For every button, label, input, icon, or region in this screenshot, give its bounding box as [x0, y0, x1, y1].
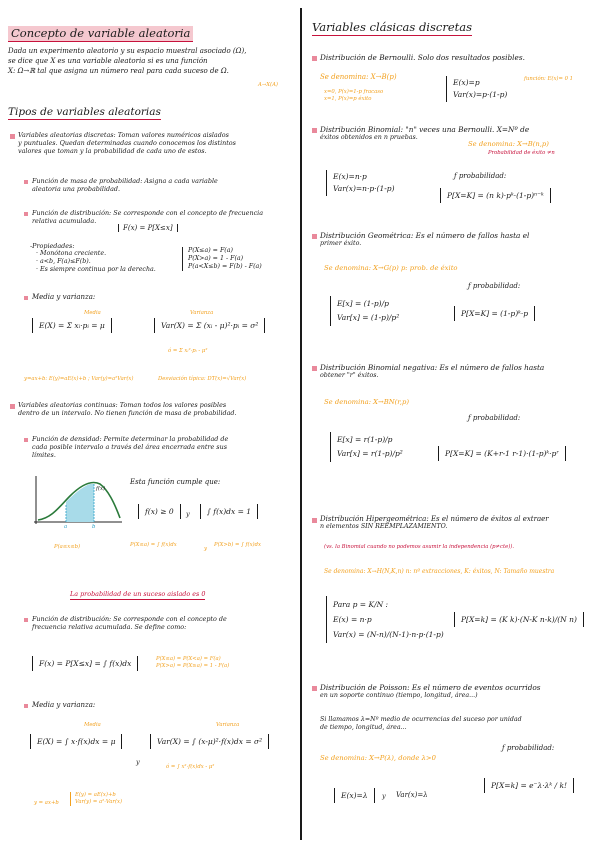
geometric-title-1: Distribución Geométrica: Es el número de fallos hasta el: [320, 231, 530, 240]
poisson-title-2: en un soporte continuo (tiempo, longitud, área...): [320, 692, 478, 699]
bullet-continuous: [10, 404, 15, 409]
std-note: Desviación típica: DT(x)=√Var(x): [158, 376, 247, 382]
a-label: a: [64, 524, 68, 530]
dist-formula: F(x) = P[X≤x]: [118, 224, 178, 232]
bernoulli-notation: Se denomina: X→B(p): [320, 73, 397, 81]
binomial-prob-label: ƒ probabilidad:: [454, 172, 507, 180]
poisson-lambda-2: de tiempo, longitud, área...: [320, 724, 407, 731]
function-conditions-title: Esta función cumple que:: [130, 478, 221, 486]
cont-var-alt: ó = ∫ x²·f(x)dx - μ²: [166, 764, 215, 770]
media-var-title: Media y varianza:: [32, 293, 96, 301]
hypergeometric-mean: E(x) = n·p: [333, 615, 372, 624]
bernoulli-val-1: x=1, P(x)=p éxito: [324, 96, 372, 102]
cdist-line-1: Función de distribución: Se corresponde con el concepto de: [32, 615, 227, 623]
binomial-title-1: Distribución Binomial: "n" veces una Bernoulli. X=Nº de: [320, 125, 530, 134]
dens-line-1: Función de densidad: Permite determinar la probabilidad de: [32, 435, 229, 443]
negbinomial-prob: P[X=K] = (K+r-1 r-1)·(1-p)ᵏ·pʳ: [438, 446, 566, 461]
binomial-notation: Se denomina: X→B(n,p): [468, 140, 549, 148]
def-note: A→X(A): [258, 82, 278, 88]
classic-discrete-title: [312, 20, 472, 34]
negbinomial-var: Var[x] = r(1-p)/p²: [337, 449, 403, 458]
bernoulli-mean: E(x)=p: [453, 78, 480, 87]
condition-nonneg: f(x) ≥ 0: [138, 504, 181, 519]
hypergeometric-title-1: Distribución Hipergeométrica: Es el número de éxitos al extraer: [320, 515, 549, 523]
props-box-2: P(X>a) = 1 - F(a): [188, 255, 244, 262]
var-formula: Var(X) = Σ (xᵢ - μ)²·pᵢ = σ²: [154, 318, 265, 333]
negbinomial-title: [320, 363, 544, 380]
left-column: [0, 0, 298, 848]
props-title: -Propiedades:: [30, 242, 75, 250]
cont-media-label: Media: [84, 722, 101, 728]
bullet-distribution: [24, 212, 28, 216]
binomial-box: [326, 170, 401, 196]
bullet-bernoulli: [312, 56, 317, 61]
prop-3: · Es siempre continua por la derecha.: [36, 266, 156, 273]
linear-note: y=ax+b: E(y)=aE(x)+b ; Var(y)=a²Var(x): [24, 376, 134, 382]
negbinomial-notation: Se denomina: X→BN(r,p): [324, 398, 409, 406]
cont-linear-prefix: y = ax+b: [34, 800, 59, 806]
poisson-lambda: [320, 716, 522, 732]
density-text: [32, 435, 228, 459]
properties-box: [182, 247, 262, 271]
concept-title-text: Concepto de variable aleatoria: [8, 26, 193, 42]
geometric-prob-label: ƒ probabilidad:: [468, 282, 521, 290]
def-line-3: X: Ω→ℝ tal que asigna un número real para cada suceso de Ω.: [8, 67, 229, 75]
bullet-geometric: [312, 234, 317, 239]
poisson-mean: E(x)=λ: [334, 788, 375, 803]
bullet-cont-dist: [24, 618, 28, 622]
dist-line-2: relativa acumulada.: [32, 217, 97, 225]
disc-line-3: valores que toman y la probabilidad de cada uno de estos.: [18, 147, 207, 155]
cont-media-var-title: Media y varianza:: [32, 701, 96, 709]
condition-integral: ∫ f(x)dx = 1: [200, 504, 258, 519]
p-x-le-a: P(X≤a) = ∫ f(x)dx: [130, 542, 177, 548]
hypergeometric-p: Para p = K/N :: [333, 600, 389, 609]
types-title: [8, 106, 161, 118]
hypergeometric-prob: P[X=k] = (K k)·(N-K n-k)/(N n): [454, 612, 584, 627]
bullet-binomial: [312, 128, 317, 133]
cont-var-label: Varianza: [216, 722, 240, 728]
hypergeometric-note: (vs. la Binomial cuando no podemos asumir la independencia (p≠cte)).: [324, 544, 515, 550]
binomial-mean: E(x)=n·p: [333, 172, 367, 181]
geometric-title: [320, 231, 529, 248]
cont-linear-mean: E(y) = aE(x)+b: [75, 792, 116, 798]
def-line-1: Dada un experimento aleatorio y su espacio muestral asociado (Ω),: [8, 47, 247, 55]
geometric-title-2: primer éxito.: [320, 240, 362, 247]
negbinomial-title-2: obtener "r" éxitos.: [320, 372, 379, 379]
poisson-prob-label: ƒ probabilidad:: [502, 744, 555, 752]
poisson-title-1: Distribución de Poisson: Es el número de eventos ocurridos: [320, 683, 541, 692]
disc-line-2: y puntuales. Quedan determinadas cuando conocemos los distintos: [18, 139, 236, 147]
cdist-prop-2: P(X>a) = P(X≥a) = 1 - F(a): [156, 663, 230, 669]
media-formula: E(X) = Σ xᵢ·pᵢ = μ: [32, 318, 112, 333]
properties: [30, 242, 156, 274]
p-a-b-label: P(a≤x≤b): [54, 544, 81, 550]
right-column: [304, 0, 600, 848]
geometric-notation: Se denomina: X→G(p) p: prob. de éxito: [324, 264, 458, 272]
mass-line-2: aleatoria una probabilidad.: [32, 185, 121, 193]
var-alt: ó = Σ xᵢ²·pᵢ - μ²: [168, 348, 208, 354]
poisson-notation: Se denomina: X→P(λ), donde λ>0: [320, 754, 436, 762]
cont-media-formula: E(X) = ∫ x·f(x)dx = μ: [30, 734, 122, 749]
negbinomial-box: [330, 432, 409, 462]
poisson-lambda-1: Si llamamos λ=Nº medio de ocurrencias del suceso por unidad: [320, 716, 522, 723]
cont-linear-var: Var(y) = a²·Var(x): [75, 799, 123, 805]
cont-var-formula: Var(X) = ∫ (x-μ)²·f(x)dx = σ²: [150, 734, 269, 749]
cont-dist-formula: F(x) = P[X≤x] = ∫ f(x)dx: [32, 656, 138, 671]
bernoulli-val-0: x=0, P(x)=1-p fracaso: [324, 89, 384, 95]
density-curve-graph: [30, 472, 126, 530]
cont-line-2: dentro de un intervalo. No tienen función de masa de probabilidad.: [18, 409, 237, 417]
var-label: Varianza: [190, 310, 214, 316]
cont-line-1: Variables aleatorias continuas: Toman todos los valores posibles: [18, 401, 227, 409]
bullet-poisson: [312, 686, 317, 691]
binomial-var: Var(x)=n·p·(1-p): [333, 184, 395, 193]
p-x-gt-b: P(X>b) = ∫ f(x)dx: [214, 542, 262, 548]
bullet-discrete: [10, 134, 15, 139]
hypergeometric-box: [326, 596, 450, 643]
dens-line-2: cada posible intervalo a través del área encerrada entre sus: [32, 443, 227, 451]
binomial-prob: P[X=K] = (n k)·pᵏ·(1-p)ⁿ⁻ᵏ: [440, 188, 551, 203]
prop-2: · a<b, F(a)≤F(b).: [36, 258, 91, 265]
mass-line-1: Función de masa de probabilidad: Asigna a cada variable: [32, 177, 218, 185]
bernoulli-side: función: E(x)= 0 1: [524, 76, 574, 82]
punctual-note: [70, 590, 205, 598]
props-box-1: P(X≤a) = F(a): [188, 247, 233, 254]
bernoulli-box: [446, 76, 513, 102]
p-and: y: [204, 546, 207, 552]
poisson-title: [320, 683, 541, 700]
cont-dist-props: [156, 656, 229, 670]
punctual-text: La probabilidad de un suceso aislado es 0: [70, 590, 206, 598]
geometric-mean: E[x] = (1-p)/p: [337, 299, 389, 308]
column-divider: [300, 8, 302, 840]
bullet-density: [24, 438, 28, 442]
bullet-media: [24, 296, 28, 300]
cont-and: y: [136, 758, 140, 766]
hypergeometric-title-2: n elementos SIN REEMPLAZAMIENTO.: [320, 523, 448, 530]
poisson-and: y: [382, 792, 386, 800]
classic-discrete-title-text: Variables clásicas discretas: [312, 20, 473, 34]
cdist-line-2: frecuencia relativa acumulada. Se define como:: [32, 623, 187, 631]
types-title-text: Tipos de variables aleatorias: [8, 106, 161, 118]
negbinomial-prob-label: ƒ probabilidad:: [468, 414, 521, 422]
hypergeometric-title: [320, 515, 549, 531]
disc-line-1: Variables aleatorias discretas: Toman valores numéricos aislados: [18, 131, 229, 139]
bernoulli-title: Distribución de Bernoulli. Solo dos resultados posibles.: [320, 53, 525, 62]
negbinomial-mean: E[x] = r(1-p)/p: [337, 435, 393, 444]
bullet-cont-media: [24, 704, 28, 708]
poisson-prob: P[X=k] = e⁻λ·λᵏ / k!: [484, 778, 574, 793]
media-label: Media: [84, 310, 101, 316]
geometric-box: [330, 296, 405, 326]
b-label: b: [92, 524, 96, 530]
cont-distribution-text: [32, 615, 227, 631]
fx-label: f(x): [96, 486, 106, 492]
discrete-text: [18, 131, 236, 155]
concept-title: [8, 26, 193, 40]
prop-1: · Monótona creciente.: [36, 250, 107, 257]
cdist-prop-1: P(X≤a) = P(X<a) = F(a): [156, 656, 221, 662]
bullet-hypergeometric: [312, 518, 317, 523]
concept-definition: [8, 46, 294, 76]
bernoulli-var: Var(x)=p·(1-p): [453, 90, 508, 99]
mass-function: [32, 177, 218, 193]
hypergeometric-var: Var(x) = (N-n)/(N-1)·n·p·(1-p): [333, 630, 444, 639]
binomial-title-2: éxitos obtenidos en n pruebas.: [320, 134, 418, 141]
bernoulli-values: [324, 89, 383, 103]
binomial-note: Probabilidad de éxito ≠n: [488, 150, 555, 156]
negbinomial-title-1: Distribución Binomial negativa: Es el número de fallos hasta: [320, 363, 545, 372]
distribution-function: [32, 209, 263, 225]
cont-linear-box: [70, 792, 122, 806]
hypergeometric-notation: Se denomina: X→H(N,K,n) n: nº extracciones, K: éxitos, N: Tamaño muestra: [324, 568, 555, 575]
poisson-var: Var(x)=λ: [396, 791, 428, 799]
continuous-text: [18, 401, 237, 417]
dist-line-1: Función de distribución: Se corresponde con el concepto de frecuencia: [32, 209, 263, 217]
def-line-2: se dice que X es una variable aleatoria si es una función: [8, 57, 208, 65]
geometric-var: Var[x] = (1-p)/p²: [337, 313, 400, 322]
bullet-negbinomial: [312, 366, 317, 371]
geometric-prob: P[X=K] = (1-p)ᵏ·p: [454, 306, 535, 321]
condition-and: y: [186, 510, 190, 518]
bullet-mass: [24, 180, 28, 184]
props-box-3: P(a<X≤b) = F(b) - F(a): [188, 263, 262, 270]
shaded-area: [66, 484, 94, 522]
dens-line-3: límites.: [32, 451, 56, 459]
